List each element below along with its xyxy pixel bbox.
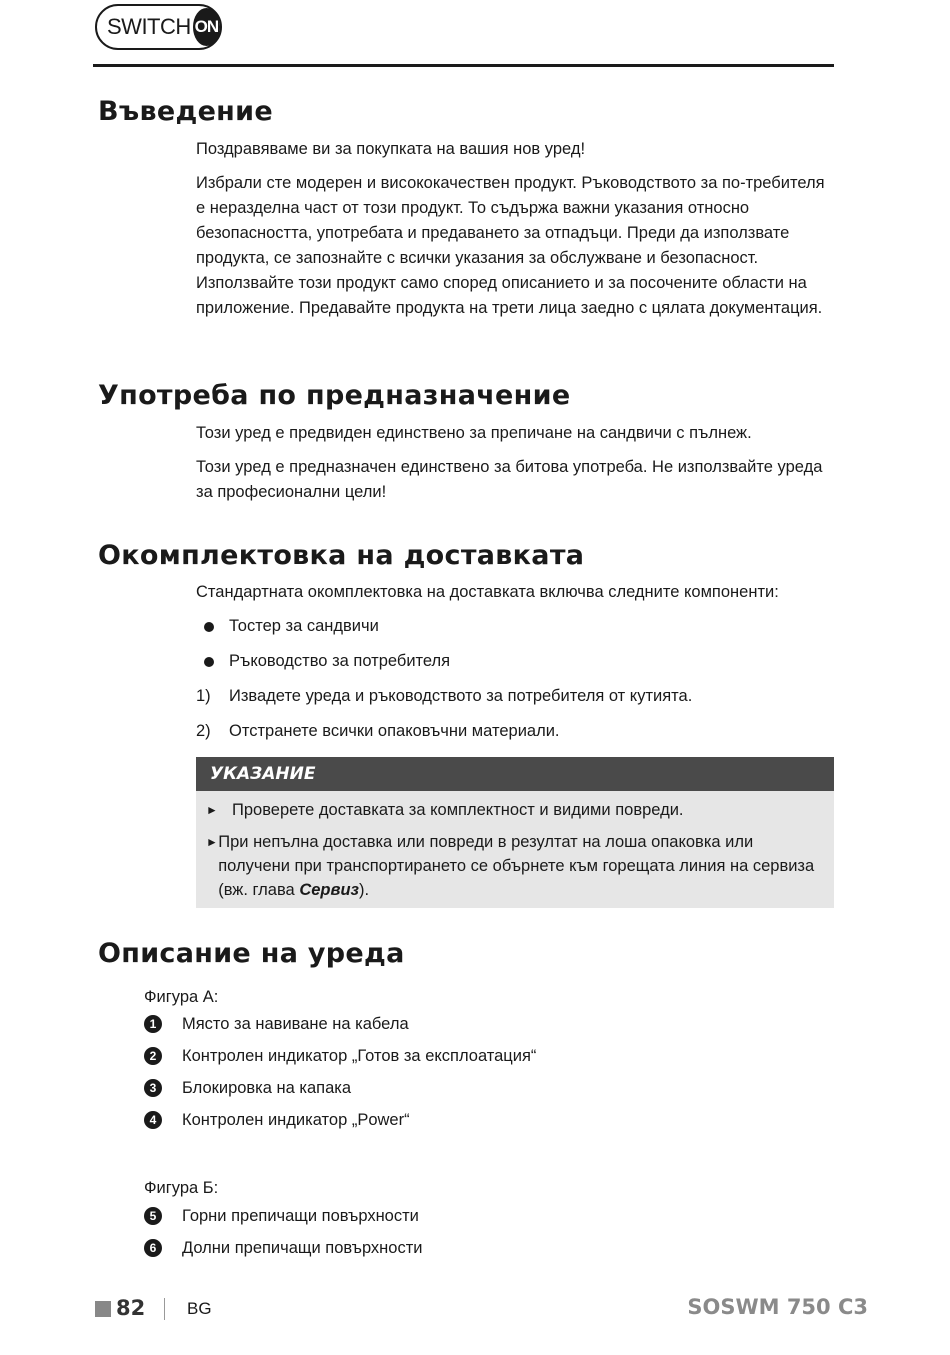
intro-paragraph-1: Поздравяваме ви за покупката на вашия нов уред! (196, 140, 586, 158)
step-text: Отстранете всички опаковъчни материали. (229, 722, 560, 740)
note-item-text: При непълна доставка или повреди в резултат на лоша опаковка или получени при транспортирането се обърнете към горещата линия на сервиза (вж. глава Сервиз). (218, 833, 815, 899)
part-text: Контролен индикатор „Power“ (182, 1111, 410, 1129)
step-item (196, 719, 560, 744)
number-badge-icon: 5 (144, 1207, 162, 1225)
bullet-icon (204, 657, 214, 667)
intro-paragraph-2: Избрали сте модерен и висококачествен продукт. Ръководството за по-требителя е неразделна част от този продукт. То съдържа важни указания относно безопасността, употребата и предаването за отпадъци. Преди да използвате продукта, се запознайте с всички указания за обслужване и безопасност. Използвайте този продукт само според описанието и за посочените области на приложение. Предавайте продукта на трети лица заедно с цялата документация. (196, 174, 825, 317)
part-text: Горни препичащи повърхности (182, 1207, 419, 1225)
step-number: 2) (196, 722, 211, 740)
number-badge-icon: 3 (144, 1079, 162, 1097)
step-text: Извадете уреда и ръководството за потребителя от кутията. (229, 687, 693, 705)
part-text: Място за навиване на кабела (182, 1015, 409, 1033)
list-item (196, 649, 450, 674)
note-header: УКАЗАНИЕ (196, 757, 834, 791)
figure-b-label: Фигура Б: (144, 1179, 219, 1197)
figure-a-label: Фигура А: (144, 988, 219, 1006)
page-number: 82 (116, 1296, 146, 1320)
part-item (144, 1012, 409, 1036)
bullet-text: Ръководство за потребителя (229, 652, 451, 670)
note-item-text: Проверете доставката за комплектност и видими повреди. (232, 801, 684, 819)
part-item (144, 1044, 536, 1068)
arrow-right-icon: ► (206, 835, 218, 849)
part-item (144, 1076, 351, 1100)
section-title-delivery: Окомплектовка на доставката (98, 540, 585, 571)
section-title-intended-use: Употреба по предназначение (98, 380, 571, 411)
step-item (196, 684, 692, 709)
number-badge-icon: 1 (144, 1015, 162, 1033)
brand-logo (95, 4, 222, 50)
note-item (206, 798, 826, 822)
section-title-description: Описание на уреда (98, 938, 405, 969)
logo-text: SWITCH (107, 14, 191, 39)
part-text: Долни препичащи повърхности (182, 1239, 423, 1257)
page-marker-icon (95, 1301, 111, 1317)
part-item (144, 1204, 419, 1228)
list-item (196, 614, 379, 639)
arrow-right-icon: ► (206, 803, 218, 817)
bullet-icon (204, 622, 214, 632)
number-badge-icon: 6 (144, 1239, 162, 1257)
delivery-intro: Стандартната окомплектовка на доставката включва следните компоненти: (196, 583, 779, 601)
part-item (144, 1236, 423, 1260)
part-text: Блокировка на капака (182, 1079, 352, 1097)
model-number: SOSWM 750 C3 (687, 1295, 868, 1319)
part-item (144, 1108, 410, 1132)
header-rule (93, 64, 834, 67)
number-badge-icon: 4 (144, 1111, 162, 1129)
section-title-intro: Въведение (98, 96, 273, 127)
chapter-reference: Сервиз (299, 881, 359, 899)
number-badge-icon: 2 (144, 1047, 162, 1065)
step-number: 1) (196, 687, 211, 705)
part-text: Контролен индикатор „Готов за експлоатация“ (182, 1047, 537, 1065)
power-on-icon: ON (193, 8, 220, 46)
language-code: BG (187, 1299, 212, 1318)
bullet-text: Тостер за сандвичи (229, 617, 379, 635)
note-body (196, 791, 834, 908)
note-item (206, 830, 826, 902)
intended-use-paragraph-2: Този уред е предназначен единствено за битова употреба. Не използвайте уреда за професионални цели! (196, 458, 823, 501)
footer-divider (164, 1298, 165, 1320)
intended-use-paragraph-1: Този уред е предвиден единствено за препичане на сандвичи с пълнеж. (196, 424, 752, 442)
